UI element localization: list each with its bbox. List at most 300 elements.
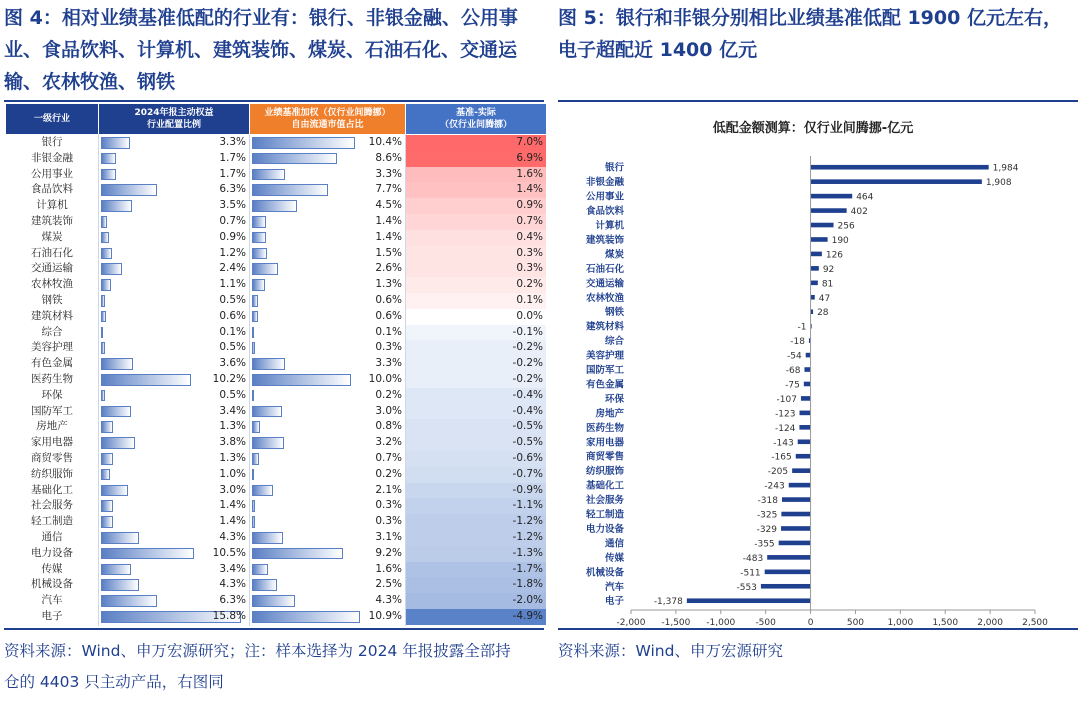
diff-value: 0.3%: [516, 246, 543, 259]
row-industry: 美容护理: [31, 341, 73, 354]
row-benchmark-cell: [250, 214, 405, 230]
active-databar: [101, 406, 131, 418]
value-label: 402: [850, 207, 868, 218]
benchmark-value: 4.3%: [375, 594, 402, 607]
x-tick-label: -500: [755, 617, 776, 628]
benchmark-databar: [252, 279, 265, 291]
row-industry: 公用事业: [31, 167, 73, 180]
diff-value: -4.9%: [512, 610, 543, 622]
row-benchmark-cell: [250, 388, 405, 404]
diff-value: 0.2%: [516, 278, 543, 291]
right-figure-title: 图 5：银行和非银分别相比业绩基准低配 1900 亿元左右，电子超配近 1400 亿元: [558, 7, 1062, 61]
row-active-cell: [99, 483, 249, 499]
active-databar: [101, 532, 139, 544]
row-diff-cell: [406, 372, 546, 388]
value-label: -1: [797, 322, 807, 333]
row-diff-cell: [406, 230, 546, 246]
benchmark-value: 0.1%: [375, 325, 402, 338]
active-databar: [101, 200, 132, 212]
x-tick-label: -1,500: [661, 617, 691, 628]
table-row: [6, 246, 546, 262]
active-databar: [101, 295, 105, 307]
benchmark-value: 10.9%: [368, 610, 402, 622]
benchmark-databar: [252, 500, 255, 512]
active-value: 0.5%: [219, 341, 246, 354]
bar: [796, 454, 811, 459]
table-row: [6, 167, 546, 183]
category-label: 建筑材料: [585, 321, 624, 333]
row-diff-cell: [406, 419, 546, 435]
active-databar: [101, 327, 103, 339]
table-row: [6, 151, 546, 167]
table-row: [6, 593, 546, 609]
x-tick-label: 1,000: [887, 617, 914, 628]
right-top-rule: [558, 100, 1078, 102]
benchmark-value: 0.3%: [375, 341, 402, 354]
row-industry: 石油石化: [31, 246, 73, 259]
row-industry: 纺织服饰: [31, 467, 73, 480]
table-row: [6, 577, 546, 593]
row-diff-cell: [406, 514, 546, 530]
benchmark-value: 9.2%: [375, 546, 402, 559]
benchmark-databar: [252, 595, 295, 607]
diff-value: 7.0%: [516, 136, 543, 148]
right-bottom-rule: [558, 628, 1078, 630]
bar: [811, 165, 989, 170]
bar: [811, 295, 815, 300]
row-active-cell: [99, 530, 249, 546]
diff-value: -1.2%: [512, 515, 543, 528]
row-industry: 综合: [41, 325, 63, 338]
active-databar: [101, 374, 191, 386]
row-diff-cell: [406, 467, 546, 483]
row-benchmark-cell: [250, 356, 405, 372]
table-row: [6, 388, 546, 404]
row-diff-cell: [406, 562, 546, 578]
table-row: [6, 230, 546, 246]
active-value: 1.0%: [219, 467, 246, 480]
diff-value: 1.4%: [516, 183, 543, 196]
diff-value: -1.7%: [512, 562, 543, 575]
value-label: -553: [736, 582, 757, 593]
benchmark-value: 0.2%: [375, 467, 402, 480]
diff-value: 0.1%: [516, 294, 543, 306]
bar: [804, 382, 811, 387]
diff-value: -1.3%: [512, 546, 543, 559]
bar: [767, 555, 810, 560]
active-value: 3.5%: [219, 199, 246, 212]
active-value: 1.3%: [219, 420, 246, 433]
row-active-cell: [99, 372, 249, 388]
benchmark-value: 1.5%: [375, 246, 402, 259]
table-row: [6, 372, 546, 388]
x-tick-label: -1,000: [706, 617, 736, 628]
benchmark-databar: [252, 169, 285, 181]
row-industry: 医药生物: [31, 373, 73, 385]
row-industry: 建筑装饰: [31, 215, 73, 227]
active-databar: [101, 358, 133, 370]
benchmark-value: 1.3%: [375, 278, 402, 291]
header-industry-label: 一级行业: [33, 114, 70, 124]
bar: [811, 194, 853, 199]
diff-value: -0.5%: [512, 436, 543, 449]
row-active-cell: [99, 293, 249, 309]
row-active-cell: [99, 577, 249, 593]
value-label: -325: [756, 510, 778, 521]
benchmark-value: 0.7%: [375, 452, 402, 464]
benchmark-databar: [252, 437, 284, 449]
row-diff-cell: [406, 246, 546, 262]
active-databar: [101, 453, 113, 465]
benchmark-value: 3.1%: [375, 531, 402, 543]
value-label: -18: [790, 337, 805, 348]
diff-value: 0.4%: [516, 230, 543, 243]
active-value: 1.4%: [219, 499, 246, 512]
row-active-cell: [99, 182, 249, 198]
benchmark-databar: [252, 374, 351, 386]
benchmark-value: 3.3%: [375, 167, 402, 180]
active-databar: [101, 437, 135, 449]
table-row: [6, 609, 546, 625]
benchmark-databar: [252, 611, 360, 623]
diff-value: -1.2%: [512, 531, 543, 543]
benchmark-value: 2.1%: [375, 483, 402, 496]
active-databar: [101, 169, 116, 181]
row-industry: 汽车: [41, 594, 63, 607]
row-diff-cell: [406, 293, 546, 309]
diff-value: 1.6%: [516, 167, 543, 180]
benchmark-databar: [252, 342, 255, 354]
benchmark-value: 4.5%: [375, 199, 402, 212]
value-label: -143: [773, 438, 794, 449]
active-value: 1.7%: [219, 151, 246, 164]
diff-value: 6.9%: [516, 151, 543, 164]
benchmark-databar: [252, 390, 254, 402]
row-active-cell: [99, 451, 249, 467]
benchmark-databar: [252, 200, 297, 212]
category-label: 基础化工: [585, 480, 624, 492]
row-industry: 家用电器: [31, 436, 73, 449]
chart-title: 低配金额测算：仅行业间腾挪-亿元: [712, 121, 914, 136]
active-value: 0.5%: [219, 294, 246, 306]
col-line-2: [249, 134, 250, 626]
category-label: 房地产: [595, 408, 624, 420]
category-label: 交通运输: [585, 278, 624, 290]
row-industry: 食品饮料: [31, 183, 73, 196]
benchmark-value: 3.2%: [375, 436, 402, 449]
benchmark-value: 10.4%: [368, 136, 402, 148]
diff-value: -0.2%: [512, 373, 543, 385]
active-databar: [101, 516, 113, 528]
header-diff-line2: （仅行业间腾挪）: [439, 120, 512, 130]
benchmark-databar: [252, 153, 337, 165]
active-databar: [101, 485, 128, 497]
value-label: 1,984: [992, 163, 1019, 174]
row-benchmark-cell: [250, 483, 405, 499]
value-label: -54: [787, 351, 802, 362]
category-label: 电力设备: [585, 523, 624, 535]
diff-value: -1.1%: [512, 499, 543, 512]
active-value: 3.4%: [219, 562, 246, 575]
active-databar: [101, 564, 131, 576]
row-active-cell: [99, 356, 249, 372]
benchmark-value: 0.2%: [375, 388, 402, 401]
row-benchmark-cell: [250, 451, 405, 467]
bar: [811, 252, 822, 257]
active-value: 0.9%: [219, 230, 246, 243]
active-databar: [101, 579, 139, 591]
benchmark-value: 0.3%: [375, 499, 402, 512]
row-active-cell: [99, 498, 249, 514]
row-active-cell: [99, 609, 249, 625]
table-row: [6, 562, 546, 578]
x-tick-label: 500: [846, 617, 865, 628]
x-tick-label: 0: [807, 617, 814, 628]
diff-value: -0.2%: [512, 341, 543, 354]
table-row: [6, 182, 546, 198]
row-industry: 农林牧渔: [31, 278, 73, 291]
bar: [811, 179, 982, 184]
active-value: 2.4%: [219, 262, 246, 275]
benchmark-databar: [252, 548, 343, 560]
diff-value: -0.5%: [512, 420, 543, 433]
benchmark-value: 3.3%: [375, 357, 402, 370]
category-label: 石油石化: [585, 263, 624, 275]
bar: [798, 439, 811, 444]
row-active-cell: [99, 167, 249, 183]
category-label: 非银金融: [585, 177, 624, 189]
value-label: -511: [740, 568, 761, 579]
row-benchmark-cell: [250, 309, 405, 325]
row-diff-cell: [406, 577, 546, 593]
row-benchmark-cell: [250, 372, 405, 388]
diff-value: -0.6%: [512, 452, 543, 464]
benchmark-value: 0.6%: [375, 294, 402, 306]
value-label: -107: [776, 394, 797, 405]
bar: [801, 396, 811, 401]
allocation-table: [6, 104, 546, 625]
category-label: 有色金属: [585, 379, 624, 391]
row-diff-cell: [406, 309, 546, 325]
active-databar: [101, 390, 105, 402]
table-row: [6, 277, 546, 293]
benchmark-value: 2.6%: [375, 262, 402, 275]
bar: [806, 353, 811, 358]
row-active-cell: [99, 230, 249, 246]
benchmark-value: 1.4%: [375, 215, 402, 227]
active-databar: [101, 153, 116, 165]
row-benchmark-cell: [250, 435, 405, 451]
category-label: 通信: [604, 538, 624, 550]
benchmark-databar: [252, 184, 328, 196]
active-value: 10.2%: [212, 373, 246, 385]
benchmark-databar: [252, 453, 259, 465]
value-label: 464: [856, 192, 874, 203]
active-databar: [101, 279, 111, 291]
row-active-cell: [99, 435, 249, 451]
header-active: [99, 104, 249, 134]
row-diff-cell: [406, 498, 546, 514]
table-row: [6, 419, 546, 435]
x-tick-label: -2,000: [616, 617, 646, 628]
row-active-cell: [99, 593, 249, 609]
category-label: 社会服务: [585, 495, 624, 507]
row-active-cell: [99, 546, 249, 562]
header-diff: [406, 104, 546, 134]
value-label: 190: [831, 235, 849, 246]
row-diff-cell: [406, 261, 546, 277]
diff-value: -0.1%: [512, 325, 543, 338]
category-label: 农林牧渔: [585, 292, 624, 304]
benchmark-databar: [252, 564, 268, 576]
bar: [799, 425, 810, 430]
row-diff-cell: [406, 198, 546, 214]
active-value: 6.3%: [219, 183, 246, 196]
value-label: 256: [837, 221, 855, 232]
active-value: 3.0%: [219, 483, 246, 496]
value-label: 81: [821, 279, 834, 290]
category-label: 电子: [604, 596, 624, 608]
row-benchmark-cell: [250, 562, 405, 578]
benchmark-value: 1.4%: [375, 230, 402, 243]
active-databar: [101, 469, 110, 481]
benchmark-databar: [252, 295, 258, 307]
benchmark-databar: [252, 579, 277, 591]
benchmark-value: 2.5%: [375, 578, 402, 591]
active-databar: [101, 232, 109, 244]
table-row: [6, 214, 546, 230]
table-row: [6, 261, 546, 277]
row-diff-cell: [406, 546, 546, 562]
row-active-cell: [99, 246, 249, 262]
table-row: [6, 325, 546, 341]
header-benchmark-line2: 自由流通市值占比: [291, 120, 364, 130]
row-benchmark-cell: [250, 293, 405, 309]
benchmark-value: 0.3%: [375, 515, 402, 528]
active-value: 6.3%: [219, 594, 246, 607]
category-label: 轻工制造: [585, 509, 624, 521]
row-industry: 机械设备: [31, 578, 73, 591]
row-active-cell: [99, 261, 249, 277]
left-figure-title: 图 4：相对业绩基准低配的行业有：银行、非银金融、公用事业、食品饮料、计算机、建筑装饰、煤炭、石油石化、交通运输、农林牧渔、钢铁: [4, 7, 518, 93]
value-label: -205: [767, 467, 789, 478]
benchmark-databar: [252, 248, 267, 260]
active-value: 3.4%: [219, 404, 246, 417]
diff-value: 0.9%: [516, 199, 543, 212]
x-tick-label: 2,000: [977, 617, 1003, 628]
benchmark-databar: [252, 232, 266, 244]
row-benchmark-cell: [250, 277, 405, 293]
row-active-cell: [99, 467, 249, 483]
category-label: 传媒: [604, 552, 624, 564]
value-label: -329: [756, 524, 778, 535]
active-value: 1.7%: [219, 167, 246, 180]
bar: [687, 598, 811, 603]
row-benchmark-cell: [250, 167, 405, 183]
header-diff-line1: 基准-实际: [456, 108, 496, 118]
x-tick-label: 2,500: [1022, 617, 1048, 628]
row-active-cell: [99, 214, 249, 230]
category-label: 纺织服饰: [585, 466, 624, 478]
bar: [804, 367, 810, 372]
benchmark-databar: [252, 358, 285, 370]
active-value: 1.3%: [219, 452, 246, 464]
benchmark-databar: [252, 516, 255, 528]
active-databar: [101, 216, 107, 228]
header-benchmark: [250, 104, 405, 134]
value-label: -165: [771, 452, 792, 463]
header-benchmark-line1: 业绩基准加权（仅行业间腾挪）: [264, 108, 391, 118]
diff-value: -0.2%: [512, 357, 543, 370]
table-row: [6, 514, 546, 530]
row-benchmark-cell: [250, 498, 405, 514]
row-active-cell: [99, 419, 249, 435]
active-value: 15.8%: [212, 610, 246, 622]
active-databar: [101, 548, 194, 560]
table-row: [6, 340, 546, 356]
table-row: [6, 530, 546, 546]
benchmark-value: 0.6%: [375, 309, 402, 322]
active-databar: [101, 311, 106, 323]
row-diff-cell: [406, 167, 546, 183]
row-industry: 轻工制造: [31, 515, 73, 528]
benchmark-value: 8.6%: [375, 151, 402, 164]
row-benchmark-cell: [250, 577, 405, 593]
active-value: 3.3%: [219, 136, 246, 148]
row-diff-cell: [406, 593, 546, 609]
category-label: 建筑装饰: [585, 234, 624, 246]
row-active-cell: [99, 309, 249, 325]
row-industry: 银行: [41, 136, 63, 148]
active-databar: [101, 263, 122, 275]
benchmark-databar: [252, 421, 260, 433]
row-diff-cell: [406, 435, 546, 451]
category-label: 家用电器: [585, 437, 624, 449]
category-label: 银行: [604, 162, 624, 174]
benchmark-databar: [252, 311, 258, 323]
header-industry: [6, 104, 98, 134]
row-diff-cell: [406, 483, 546, 499]
row-active-cell: [99, 325, 249, 341]
row-diff-cell: [406, 277, 546, 293]
category-label: 食品饮料: [585, 206, 624, 218]
row-diff-cell: [406, 325, 546, 341]
active-value: 1.1%: [219, 278, 246, 291]
benchmark-value: 10.0%: [368, 373, 402, 385]
row-benchmark-cell: [250, 246, 405, 262]
active-databar: [101, 342, 105, 354]
benchmark-databar: [252, 469, 254, 481]
active-databar: [101, 248, 112, 260]
row-benchmark-cell: [250, 546, 405, 562]
table-row: [6, 451, 546, 467]
benchmark-databar: [252, 137, 355, 149]
row-active-cell: [99, 388, 249, 404]
value-label: -75: [785, 380, 800, 391]
row-industry: 通信: [41, 531, 63, 543]
row-industry: 交通运输: [31, 262, 73, 275]
row-diff-cell: [406, 388, 546, 404]
row-industry: 国防军工: [31, 404, 73, 417]
active-value: 3.6%: [219, 357, 246, 370]
bar: [800, 411, 811, 416]
table-row: [6, 356, 546, 372]
shortfall-bar-chart: [558, 108, 1078, 628]
category-label: 计算机: [595, 220, 624, 232]
right-source-note: 资料来源：Wind、申万宏源研究: [558, 642, 783, 660]
row-diff-cell: [406, 182, 546, 198]
row-active-cell: [99, 514, 249, 530]
